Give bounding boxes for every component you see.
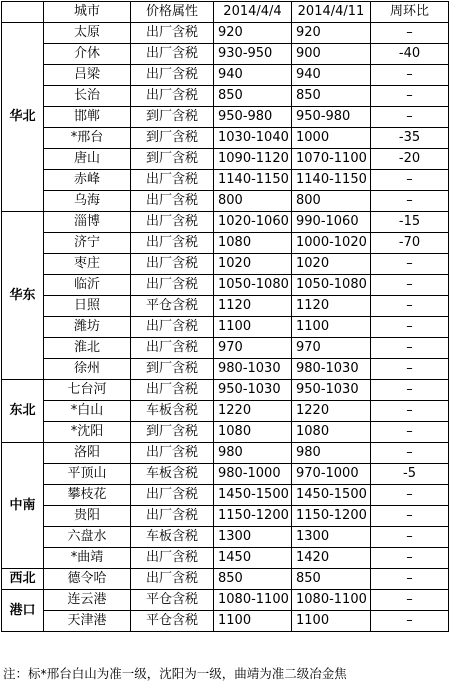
price-date1-cell: 1120 [214, 296, 292, 317]
table-row [2, 359, 449, 380]
price-date1-cell: 950-980 [214, 107, 292, 128]
price-attr-cell: 车板含税 [131, 527, 214, 548]
price-date1-cell: 930-950 [214, 44, 292, 65]
price-date2-cell: 950-980 [292, 107, 371, 128]
header-region [2, 2, 44, 23]
weekly-change-cell: – [371, 590, 449, 611]
price-date2-cell: 940 [292, 65, 371, 86]
city-cell: 赤峰 [44, 170, 131, 191]
weekly-change-cell: -15 [371, 212, 449, 233]
table-row [2, 338, 449, 359]
price-attr-cell: 到厂含税 [131, 359, 214, 380]
city-cell: 长治 [44, 86, 131, 107]
price-date2-cell: 1220 [292, 401, 371, 422]
price-date1-cell: 1300 [214, 527, 292, 548]
city-cell: 攀枝花 [44, 485, 131, 506]
price-date1-cell: 1050-1080 [214, 275, 292, 296]
price-date2-cell: 1140-1150 [292, 170, 371, 191]
table-row [2, 506, 449, 527]
price-date1-cell: 1100 [214, 611, 292, 632]
region-label: 中南 [2, 443, 44, 569]
price-attr-cell: 出厂含税 [131, 254, 214, 275]
price-attr-cell: 出厂含税 [131, 212, 214, 233]
price-table [1, 1, 449, 632]
city-cell: 淮北 [44, 338, 131, 359]
header-date2: 2014/4/11 [292, 2, 371, 23]
price-attr-cell: 平仓含税 [131, 611, 214, 632]
price-attr-cell: 平仓含税 [131, 590, 214, 611]
weekly-change-cell: – [371, 107, 449, 128]
price-attr-cell: 到厂含税 [131, 149, 214, 170]
city-cell: 平顶山 [44, 464, 131, 485]
city-cell: 淄博 [44, 212, 131, 233]
weekly-change-cell: -20 [371, 149, 449, 170]
price-date2-cell: 1450-1500 [292, 485, 371, 506]
price-date2-cell: 920 [292, 23, 371, 44]
table-row [2, 380, 449, 401]
city-cell: 日照 [44, 296, 131, 317]
price-date1-cell: 1100 [214, 317, 292, 338]
price-attr-cell: 出厂含税 [131, 506, 214, 527]
price-attr-cell: 出厂含税 [131, 338, 214, 359]
price-date2-cell: 1050-1080 [292, 275, 371, 296]
price-date1-cell: 800 [214, 191, 292, 212]
price-date1-cell: 970 [214, 338, 292, 359]
city-cell: 连云港 [44, 590, 131, 611]
header-change: 周环比 [371, 2, 449, 23]
price-date1-cell: 1220 [214, 401, 292, 422]
weekly-change-cell: – [371, 170, 449, 191]
price-attr-cell: 出厂含税 [131, 275, 214, 296]
city-cell: 德令哈 [44, 569, 131, 590]
table-row [2, 149, 449, 170]
price-date1-cell: 1020-1060 [214, 212, 292, 233]
price-attr-cell: 出厂含税 [131, 44, 214, 65]
price-date1-cell: 980-1030 [214, 359, 292, 380]
price-attr-cell: 出厂含税 [131, 485, 214, 506]
city-cell: 邯郸 [44, 107, 131, 128]
city-cell: 太原 [44, 23, 131, 44]
weekly-change-cell: -40 [371, 44, 449, 65]
price-attr-cell: 出厂含税 [131, 317, 214, 338]
table-row [2, 86, 449, 107]
weekly-change-cell: – [371, 254, 449, 275]
weekly-change-cell: – [371, 359, 449, 380]
table-row [2, 611, 449, 632]
price-attr-cell: 到厂含税 [131, 422, 214, 443]
price-date2-cell: 1000-1020 [292, 233, 371, 254]
price-date2-cell: 1100 [292, 611, 371, 632]
table-row [2, 590, 449, 611]
table-row [2, 485, 449, 506]
table-row [2, 107, 449, 128]
price-attr-cell: 出厂含税 [131, 380, 214, 401]
table-row [2, 128, 449, 149]
header-attr: 价格属性 [131, 2, 214, 23]
weekly-change-cell: – [371, 191, 449, 212]
price-date1-cell: 1140-1150 [214, 170, 292, 191]
price-attr-cell: 出厂含税 [131, 191, 214, 212]
price-date1-cell: 1080-1100 [214, 590, 292, 611]
price-date1-cell: 980-1000 [214, 464, 292, 485]
price-date2-cell: 990-1060 [292, 212, 371, 233]
price-date2-cell: 1000 [292, 128, 371, 149]
city-cell: 洛阳 [44, 443, 131, 464]
city-cell: *沈阳 [44, 422, 131, 443]
region-label: 西北 [2, 569, 44, 590]
price-date1-cell: 950-1030 [214, 380, 292, 401]
price-attr-cell: 出厂含税 [131, 569, 214, 590]
weekly-change-cell: – [371, 443, 449, 464]
price-date1-cell: 1450-1500 [214, 485, 292, 506]
table-row [2, 233, 449, 254]
price-date2-cell: 1080-1100 [292, 590, 371, 611]
price-attr-cell: 出厂含税 [131, 86, 214, 107]
price-attr-cell: 出厂含税 [131, 23, 214, 44]
price-date2-cell: 1150-1200 [292, 506, 371, 527]
price-attr-cell: 平仓含税 [131, 296, 214, 317]
table-row [2, 44, 449, 65]
table-row [2, 296, 449, 317]
weekly-change-cell: – [371, 380, 449, 401]
price-date2-cell: 1420 [292, 548, 371, 569]
price-date2-cell: 850 [292, 86, 371, 107]
price-attr-cell: 出厂含税 [131, 65, 214, 86]
table-row [2, 569, 449, 590]
weekly-change-cell: – [371, 527, 449, 548]
table-row [2, 23, 449, 44]
price-attr-cell: 出厂含税 [131, 233, 214, 254]
price-date2-cell: 850 [292, 569, 371, 590]
weekly-change-cell: – [371, 422, 449, 443]
weekly-change-cell: – [371, 485, 449, 506]
price-date1-cell: 1020 [214, 254, 292, 275]
price-date1-cell: 1080 [214, 422, 292, 443]
price-date1-cell: 920 [214, 23, 292, 44]
price-date1-cell: 850 [214, 569, 292, 590]
table-row [2, 170, 449, 191]
weekly-change-cell: – [371, 296, 449, 317]
weekly-change-cell: – [371, 338, 449, 359]
weekly-change-cell: – [371, 548, 449, 569]
city-cell: 潍坊 [44, 317, 131, 338]
table-row [2, 191, 449, 212]
footnote: 注：标*邢台白山为准一级，沈阳为一级，曲靖为准二级冶金焦 [3, 666, 347, 681]
weekly-change-cell: – [371, 401, 449, 422]
price-attr-cell: 出厂含税 [131, 548, 214, 569]
price-attr-cell: 出厂含税 [131, 443, 214, 464]
table-row [2, 443, 449, 464]
price-date1-cell: 1450 [214, 548, 292, 569]
city-cell: 天津港 [44, 611, 131, 632]
city-cell: 吕梁 [44, 65, 131, 86]
header-city: 城市 [44, 2, 131, 23]
price-date2-cell: 1080 [292, 422, 371, 443]
price-date2-cell: 800 [292, 191, 371, 212]
price-date2-cell: 980-1030 [292, 359, 371, 380]
price-date2-cell: 1020 [292, 254, 371, 275]
weekly-change-cell: – [371, 86, 449, 107]
region-label: 东北 [2, 380, 44, 443]
price-attr-cell: 车板含税 [131, 464, 214, 485]
price-date2-cell: 980 [292, 443, 371, 464]
price-date2-cell: 1120 [292, 296, 371, 317]
price-date1-cell: 980 [214, 443, 292, 464]
table-row [2, 254, 449, 275]
city-cell: 贵阳 [44, 506, 131, 527]
price-date2-cell: 970-1000 [292, 464, 371, 485]
price-date2-cell: 1070-1100 [292, 149, 371, 170]
weekly-change-cell: – [371, 506, 449, 527]
city-cell: 唐山 [44, 149, 131, 170]
city-cell: 临沂 [44, 275, 131, 296]
table-row [2, 527, 449, 548]
weekly-change-cell: -70 [371, 233, 449, 254]
table-row [2, 401, 449, 422]
price-date2-cell: 1300 [292, 527, 371, 548]
table-row [2, 317, 449, 338]
price-date2-cell: 970 [292, 338, 371, 359]
price-date1-cell: 1150-1200 [214, 506, 292, 527]
weekly-change-cell: – [371, 275, 449, 296]
header-date1: 2014/4/4 [214, 2, 292, 23]
weekly-change-cell: -35 [371, 128, 449, 149]
region-label: 港口 [2, 590, 44, 632]
region-label: 华东 [2, 212, 44, 380]
city-cell: 乌海 [44, 191, 131, 212]
city-cell: 六盘水 [44, 527, 131, 548]
price-date1-cell: 1090-1120 [214, 149, 292, 170]
weekly-change-cell: – [371, 65, 449, 86]
city-cell: *曲靖 [44, 548, 131, 569]
table-row [2, 422, 449, 443]
table-row [2, 548, 449, 569]
city-cell: *邢台 [44, 128, 131, 149]
table-row [2, 275, 449, 296]
weekly-change-cell: – [371, 569, 449, 590]
price-date1-cell: 1030-1040 [214, 128, 292, 149]
city-cell: 济宁 [44, 233, 131, 254]
table-row [2, 212, 449, 233]
price-attr-cell: 出厂含税 [131, 170, 214, 191]
price-attr-cell: 到厂含税 [131, 107, 214, 128]
price-date1-cell: 940 [214, 65, 292, 86]
weekly-change-cell: – [371, 611, 449, 632]
table-row [2, 65, 449, 86]
weekly-change-cell: – [371, 317, 449, 338]
price-date2-cell: 1100 [292, 317, 371, 338]
header-row [2, 2, 449, 23]
weekly-change-cell: -5 [371, 464, 449, 485]
price-date1-cell: 1080 [214, 233, 292, 254]
price-attr-cell: 车板含税 [131, 401, 214, 422]
table-row [2, 464, 449, 485]
city-cell: 徐州 [44, 359, 131, 380]
price-attr-cell: 到厂含税 [131, 128, 214, 149]
region-label: 华北 [2, 23, 44, 212]
city-cell: *白山 [44, 401, 131, 422]
price-date2-cell: 950-1030 [292, 380, 371, 401]
city-cell: 枣庄 [44, 254, 131, 275]
city-cell: 七台河 [44, 380, 131, 401]
city-cell: 介休 [44, 44, 131, 65]
weekly-change-cell: – [371, 23, 449, 44]
price-date1-cell: 850 [214, 86, 292, 107]
price-date2-cell: 900 [292, 44, 371, 65]
